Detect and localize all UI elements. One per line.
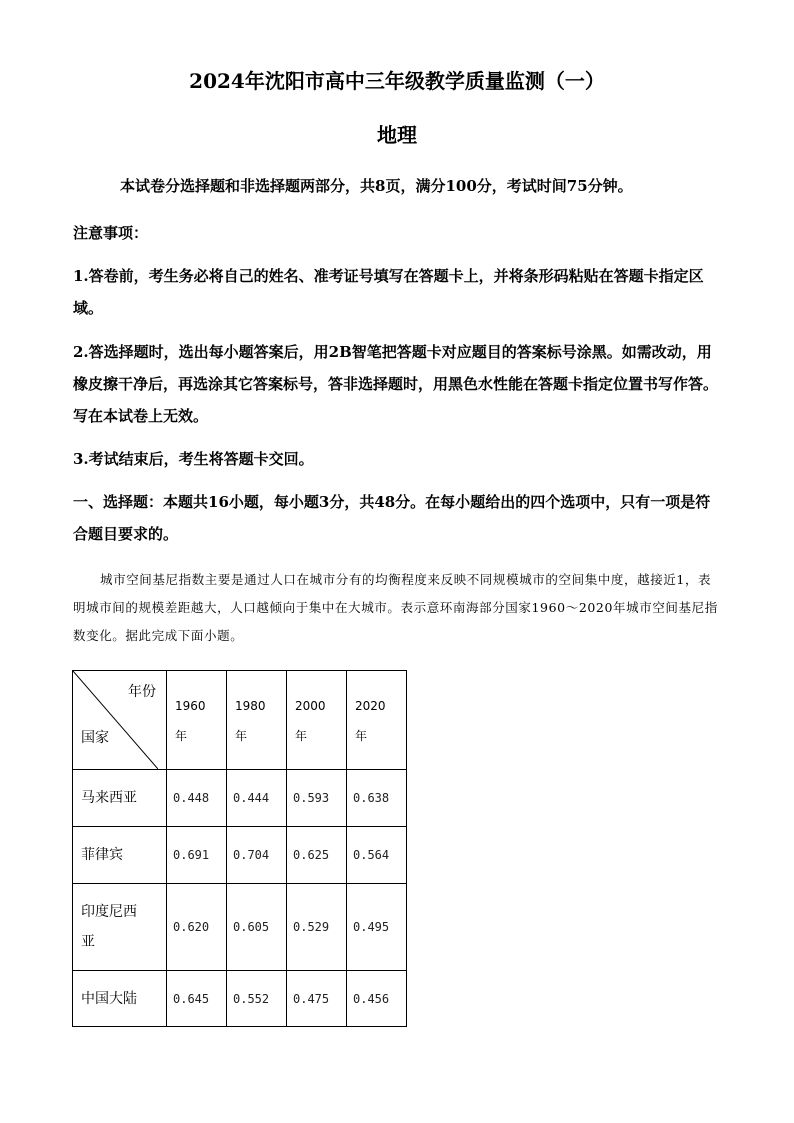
value-cell: 0.456 — [347, 971, 407, 1027]
question-passage: 城市空间基尼指数主要是通过人口在城市分有的均衡程度来反映不同规模城市的空间集中度，越接近1，表明城市间的规模差距越大，人口越倾向于集中在大城市。表示意环南海部分国家1960～2020年城市空间基尼指数变化。据此完成下面小题。 — [73, 572, 718, 643]
year-header: 1960 年 — [167, 671, 227, 770]
year-header: 1980 年 — [227, 671, 287, 770]
country-cell: 中国大陆 — [73, 971, 167, 1027]
corner-country-label: 国家 — [81, 730, 109, 746]
country-line: 亚 — [81, 934, 95, 950]
table-row — [73, 884, 407, 971]
year-header: 2020 年 — [347, 671, 407, 770]
value-cell: 0.529 — [287, 884, 347, 971]
value-cell: 0.564 — [347, 827, 407, 884]
notice-item-3: 3.考试结束后，考生将答题卡交回。 — [73, 450, 314, 468]
value-cell: 0.444 — [227, 770, 287, 827]
value-cell: 0.593 — [287, 770, 347, 827]
value-cell: 0.620 — [167, 884, 227, 971]
exam-title: 2024年沈阳市高中三年级教学质量监测（一） — [189, 69, 605, 93]
country-cell: 菲律宾 — [73, 827, 167, 884]
gini-index-table — [72, 670, 407, 1027]
table-header-row — [73, 671, 407, 770]
notice-heading: 注意事项： — [73, 224, 149, 242]
exam-intro: 本试卷分选择题和非选择题两部分，共8页，满分100分，考试时间75分钟。 — [120, 177, 633, 195]
country-line: 印度尼西 — [81, 904, 137, 920]
value-cell: 0.475 — [287, 971, 347, 1027]
subject-title: 地理 — [377, 123, 417, 147]
value-cell: 0.495 — [347, 884, 407, 971]
value-cell: 0.704 — [227, 827, 287, 884]
value-cell: 0.691 — [167, 827, 227, 884]
value-cell: 0.638 — [347, 770, 407, 827]
section-heading: 一、选择题：本题共16小题，每小题3分，共48分。在每小题给出的四个选项中，只有一项是符合题目要求的。 — [73, 493, 711, 543]
table-corner-cell — [73, 671, 167, 770]
value-cell: 0.552 — [227, 971, 287, 1027]
value-cell: 0.605 — [227, 884, 287, 971]
value-cell: 0.448 — [167, 770, 227, 827]
value-cell: 0.645 — [167, 971, 227, 1027]
table-row — [73, 770, 407, 827]
table-row — [73, 971, 407, 1027]
country-cell — [73, 884, 167, 971]
year-header: 2000 年 — [287, 671, 347, 770]
country-cell: 马来西亚 — [73, 770, 167, 827]
corner-year-label: 年份 — [128, 684, 156, 700]
value-cell: 0.625 — [287, 827, 347, 884]
notice-item-1: 1.答卷前，考生务必将自己的姓名、准考证号填写在答题卡上，并将条形码粘贴在答题卡指定区域。 — [73, 267, 704, 317]
notice-item-2: 2.答选择题时，选出每小题答案后，用2B智笔把答题卡对应题目的答案标号涂黑。如需改动，用橡皮擦干净后，再选涂其它答案标号，答非选择题时，用黑色水性能在答题卡指定位置书写作答。写在本试卷上无效。 — [73, 343, 719, 425]
table-row — [73, 827, 407, 884]
